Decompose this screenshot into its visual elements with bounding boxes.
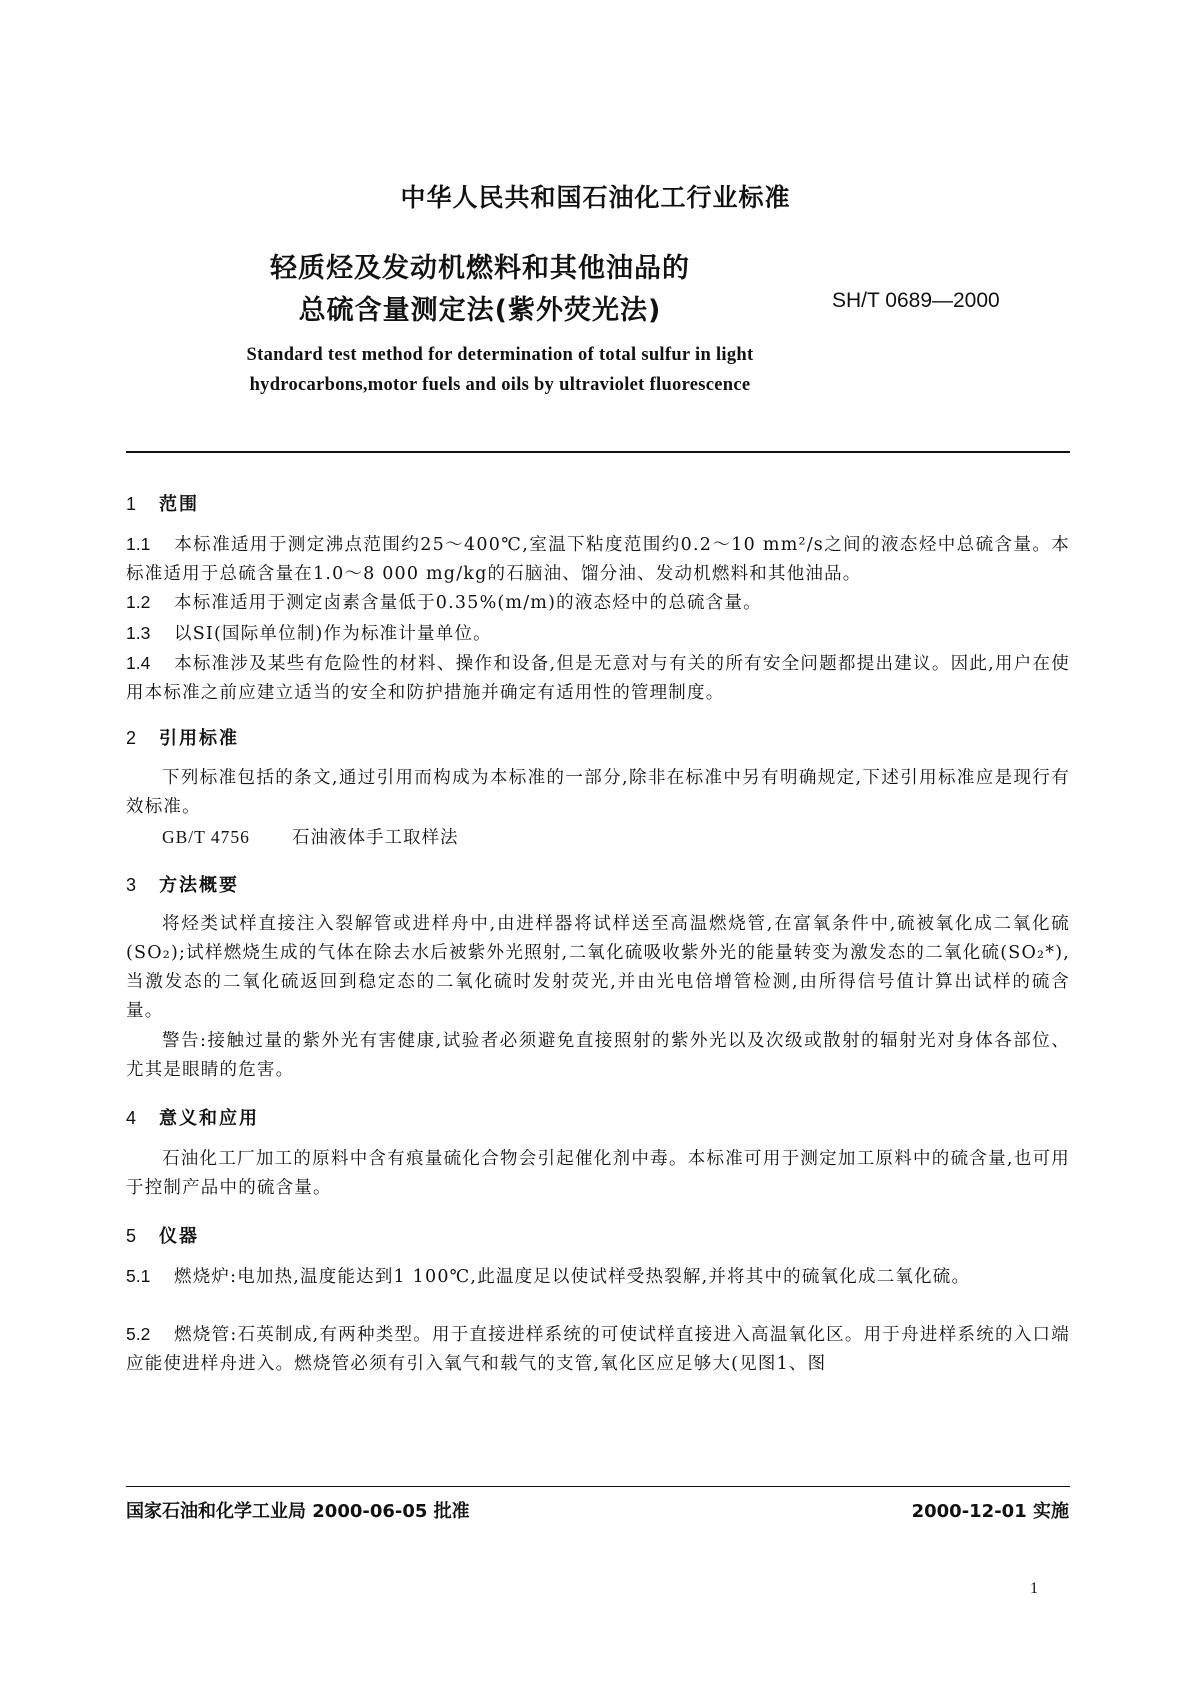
implementation-date: 2000-12-01 实施 xyxy=(911,1501,1069,1522)
chinese-title-line-1: 轻质烃及发动机燃料和其他油品的 xyxy=(270,253,690,284)
clause-text: 本标准适用于测定沸点范围约25～400℃,室温下粘度范围约0.2～10 mm²/s之间的液态烃中总硫含量。本标准适用于总硫含量在1.0～8 000 mg/kg的石脑油、馏分油、发动机燃料和其他油品。 xyxy=(126,535,1070,584)
footer-divider xyxy=(126,1486,1070,1487)
section-3-heading xyxy=(126,871,239,897)
section-title: 方法概要 xyxy=(159,875,239,896)
reference-title: 石油液体手工取样法 xyxy=(292,828,459,848)
section-number: 5 xyxy=(126,1226,137,1246)
section-5-heading xyxy=(126,1222,199,1248)
clause-number: 1.4 xyxy=(126,653,151,673)
uv-warning: 警告:接触过量的紫外光有害健康,试验者必须避免直接照射的紫外光以及次级或散射的辐射光对身体各部位、尤其是眼睛的危害。 xyxy=(126,1031,1070,1080)
clause-number: 5.2 xyxy=(126,1324,151,1344)
section-number: 1 xyxy=(126,494,137,514)
section-2-paragraph: 下列标准包括的条文,通过引用而构成为本标准的一部分,除非在标准中另有明确规定,下述引用标准应是现行有效标准。 xyxy=(126,768,1070,817)
page-number: 1 xyxy=(1030,1580,1038,1597)
document-header: 中华人民共和国石油化工行业标准 xyxy=(400,183,791,212)
section-title: 范围 xyxy=(159,494,199,515)
clause-1-4 xyxy=(126,649,1070,708)
clause-1-2 xyxy=(126,588,1070,618)
english-title-line-2: hydrocarbons,motor fuels and oils by ultraviolet fluorescence xyxy=(249,375,751,395)
clause-5-1 xyxy=(126,1262,1070,1292)
clause-text: 燃烧管:石英制成,有两种类型。用于直接进样系统的可使试样直接进入高温氧化区。用于舟进样系统的入口端应能使进样舟进入。燃烧管必须有引入氧气和载气的支管,氧化区应足够大(见图1、图 xyxy=(126,1325,1070,1374)
normative-reference xyxy=(162,824,459,849)
clause-number: 1.2 xyxy=(126,592,151,612)
section-3-paragraph: 将烃类试样直接注入裂解管或进样舟中,由进样器将试样送至高温燃烧管,在富氧条件中,硫被氧化成二氧化硫(SO₂);试样燃烧生成的气体在除去水后被紫外光照射,二氧化硫吸收紫外光的能量转变为激发态的二氧化硫(SO₂*),当激发态的二氧化硫返回到稳定态的二氧化硫时发射荧光,并由光电倍增管检测,由所得信号值计算出试样的硫含量。 xyxy=(126,914,1070,1021)
section-2-heading xyxy=(126,724,239,750)
section-number: 3 xyxy=(126,875,137,895)
clause-text: 燃烧炉:电加热,温度能达到1 100℃,此温度足以使试样受热裂解,并将其中的硫氧化成二氧化硫。 xyxy=(174,1267,971,1287)
clause-1-3 xyxy=(126,619,1070,649)
section-number: 2 xyxy=(126,728,137,748)
reference-code: GB/T 4756 xyxy=(162,827,250,847)
section-1-heading xyxy=(126,490,199,516)
section-number: 4 xyxy=(126,1108,137,1128)
approval-info: 国家石油和化学工业局 2000-06-05 批准 xyxy=(126,1501,470,1522)
standard-number: SH/T 0689—2000 xyxy=(832,289,1000,312)
section-title: 引用标准 xyxy=(159,728,239,749)
clause-number: 1.1 xyxy=(126,534,151,554)
clause-text: 本标准适用于测定卤素含量低于0.35%(m/m)的液态烃中的总硫含量。 xyxy=(174,593,762,613)
clause-number: 5.1 xyxy=(126,1266,151,1286)
clause-text: 本标准涉及某些有危险性的材料、操作和设备,但是无意对与有关的所有安全问题都提出建议。因此,用户在使用本标准之前应建立适当的安全和防护措施并确定有适用性的管理制度。 xyxy=(126,654,1070,703)
section-4-heading xyxy=(126,1104,259,1130)
clause-1-1 xyxy=(126,530,1070,589)
section-title: 仪器 xyxy=(159,1226,199,1247)
english-title-line-1: Standard test method for determination of total sulfur in light xyxy=(246,345,754,365)
chinese-title-line-2: 总硫含量测定法(紫外荧光法) xyxy=(298,295,662,326)
section-4-paragraph: 石油化工厂加工的原料中含有痕量硫化合物会引起催化剂中毒。本标准可用于测定加工原料中的硫含量,也可用于控制产品中的硫含量。 xyxy=(126,1149,1070,1198)
clause-5-2 xyxy=(126,1320,1070,1379)
clause-number: 1.3 xyxy=(126,623,151,643)
section-title: 意义和应用 xyxy=(159,1108,259,1129)
header-divider xyxy=(126,451,1070,453)
clause-text: 以SI(国际单位制)作为标准计量单位。 xyxy=(174,624,492,644)
